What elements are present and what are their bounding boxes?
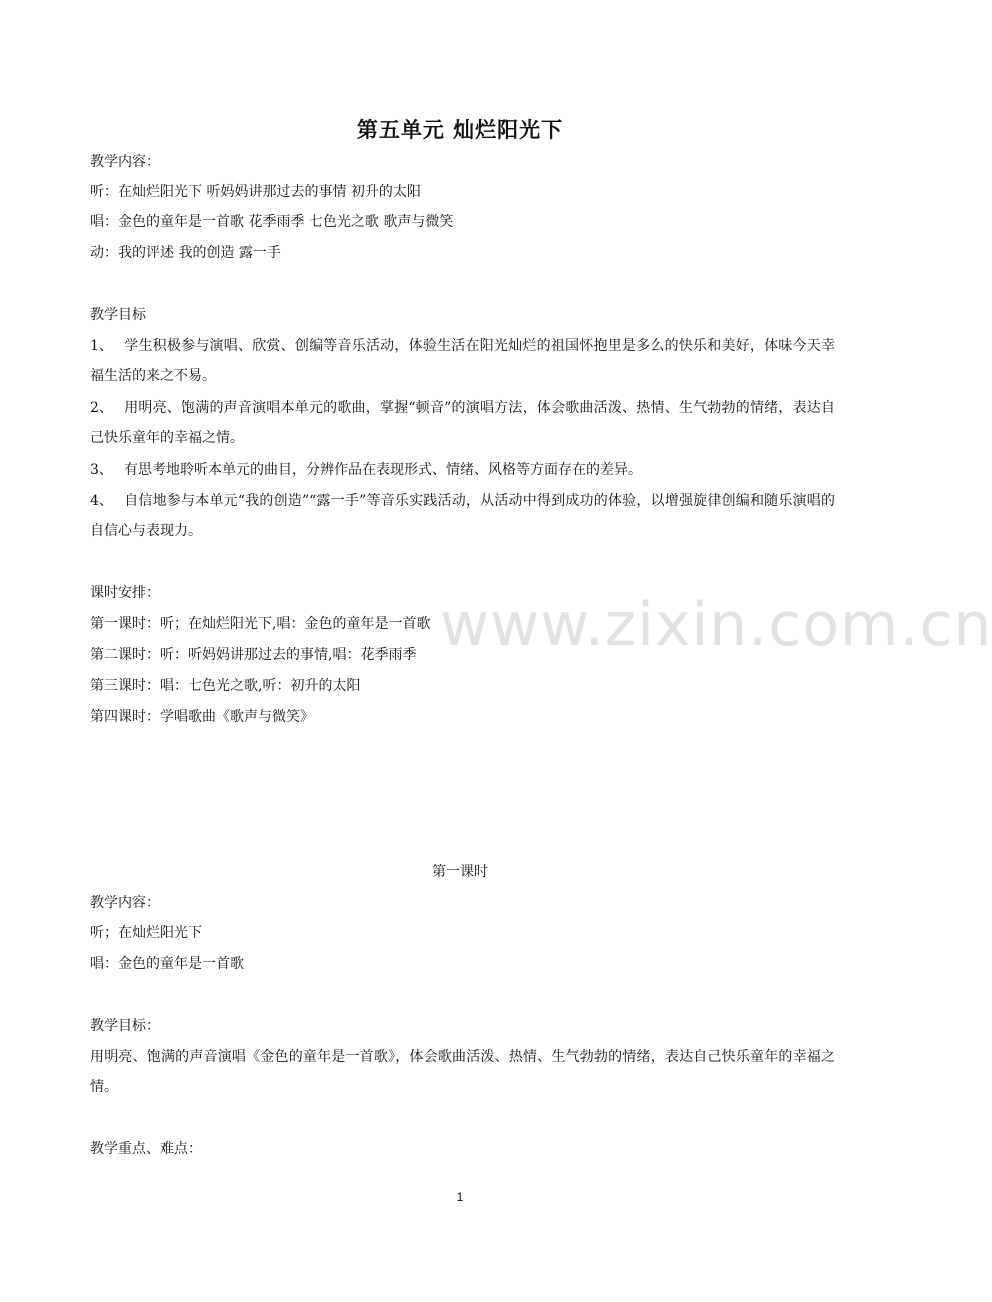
- goal-item: [90, 486, 835, 546]
- goal-text: 学生积极参与演唱、欣赏、创编等音乐活动，体验生活在阳光灿烂的祖国怀抱里是多么的快乐和美好，体味今天幸福生活的来之不易。: [90, 338, 835, 384]
- content-heading: 教学内容：: [90, 154, 160, 170]
- schedule-item: 第二课时：听：听妈妈讲那过去的事情,唱：花季雨季: [90, 647, 417, 663]
- goal-text: 自信地参与本单元“我的创造”“露一手”等音乐实践活动，从活动中得到成功的体验，以增强旋律创编和随乐演唱的自信心与表现力。: [90, 493, 835, 539]
- listen-items: 听：在灿烂阳光下 听妈妈讲那过去的事情 初升的太阳: [90, 184, 421, 200]
- schedule-heading: 课时安排：: [90, 585, 160, 601]
- lesson-sing: 唱：金色的童年是一首歌: [90, 956, 244, 972]
- lesson-title: 第一课时: [432, 864, 488, 880]
- goal-item: [90, 455, 835, 485]
- goal-number: 4、: [90, 493, 113, 509]
- lesson-keypoints-heading: 教学重点、难点：: [90, 1141, 202, 1157]
- goal-text: 有思考地聆听本单元的曲目，分辨作品在表现形式、情绪、风格等方面存在的差异。: [124, 462, 642, 478]
- goal-item: [90, 331, 835, 391]
- lesson-listen: 听；在灿烂阳光下: [90, 925, 202, 941]
- lesson-goals-text: 用明亮、饱满的声音演唱《金色的童年是一首歌》，体会歌曲活泼、热情、生气勃勃的情绪，表达自己快乐童年的幸福之情。: [90, 1049, 835, 1095]
- lesson-goals-heading: 教学目标：: [90, 1018, 160, 1034]
- schedule-item: 第三课时：唱：七色光之歌,听：初升的太阳: [90, 678, 361, 694]
- unit-title: 第五单元 灿烂阳光下: [356, 117, 564, 142]
- goal-number: 2、: [90, 400, 113, 416]
- goal-number: 3、: [90, 462, 113, 478]
- lesson-content-heading: 教学内容：: [90, 895, 160, 911]
- schedule-item: 第四课时：学唱歌曲《歌声与微笑》: [90, 709, 314, 725]
- goals-heading: 教学目标: [90, 307, 146, 323]
- watermark: www.zixin.com.cn: [440, 590, 992, 660]
- goal-item: [90, 393, 835, 453]
- move-items: 动：我的评述 我的创造 露一手: [90, 245, 281, 261]
- goal-number: 1、: [90, 338, 113, 354]
- sing-items: 唱：金色的童年是一首歌 花季雨季 七色光之歌 歌声与微笑: [90, 214, 454, 230]
- page-number: 1: [456, 1190, 464, 1204]
- goal-text: 用明亮、饱满的声音演唱本单元的歌曲，掌握“顿音”的演唱方法，体会歌曲活泼、热情、生气勃勃的情绪，表达自己快乐童年的幸福之情。: [90, 400, 835, 446]
- schedule-item: 第一课时：听；在灿烂阳光下,唱：金色的童年是一首歌: [90, 616, 431, 632]
